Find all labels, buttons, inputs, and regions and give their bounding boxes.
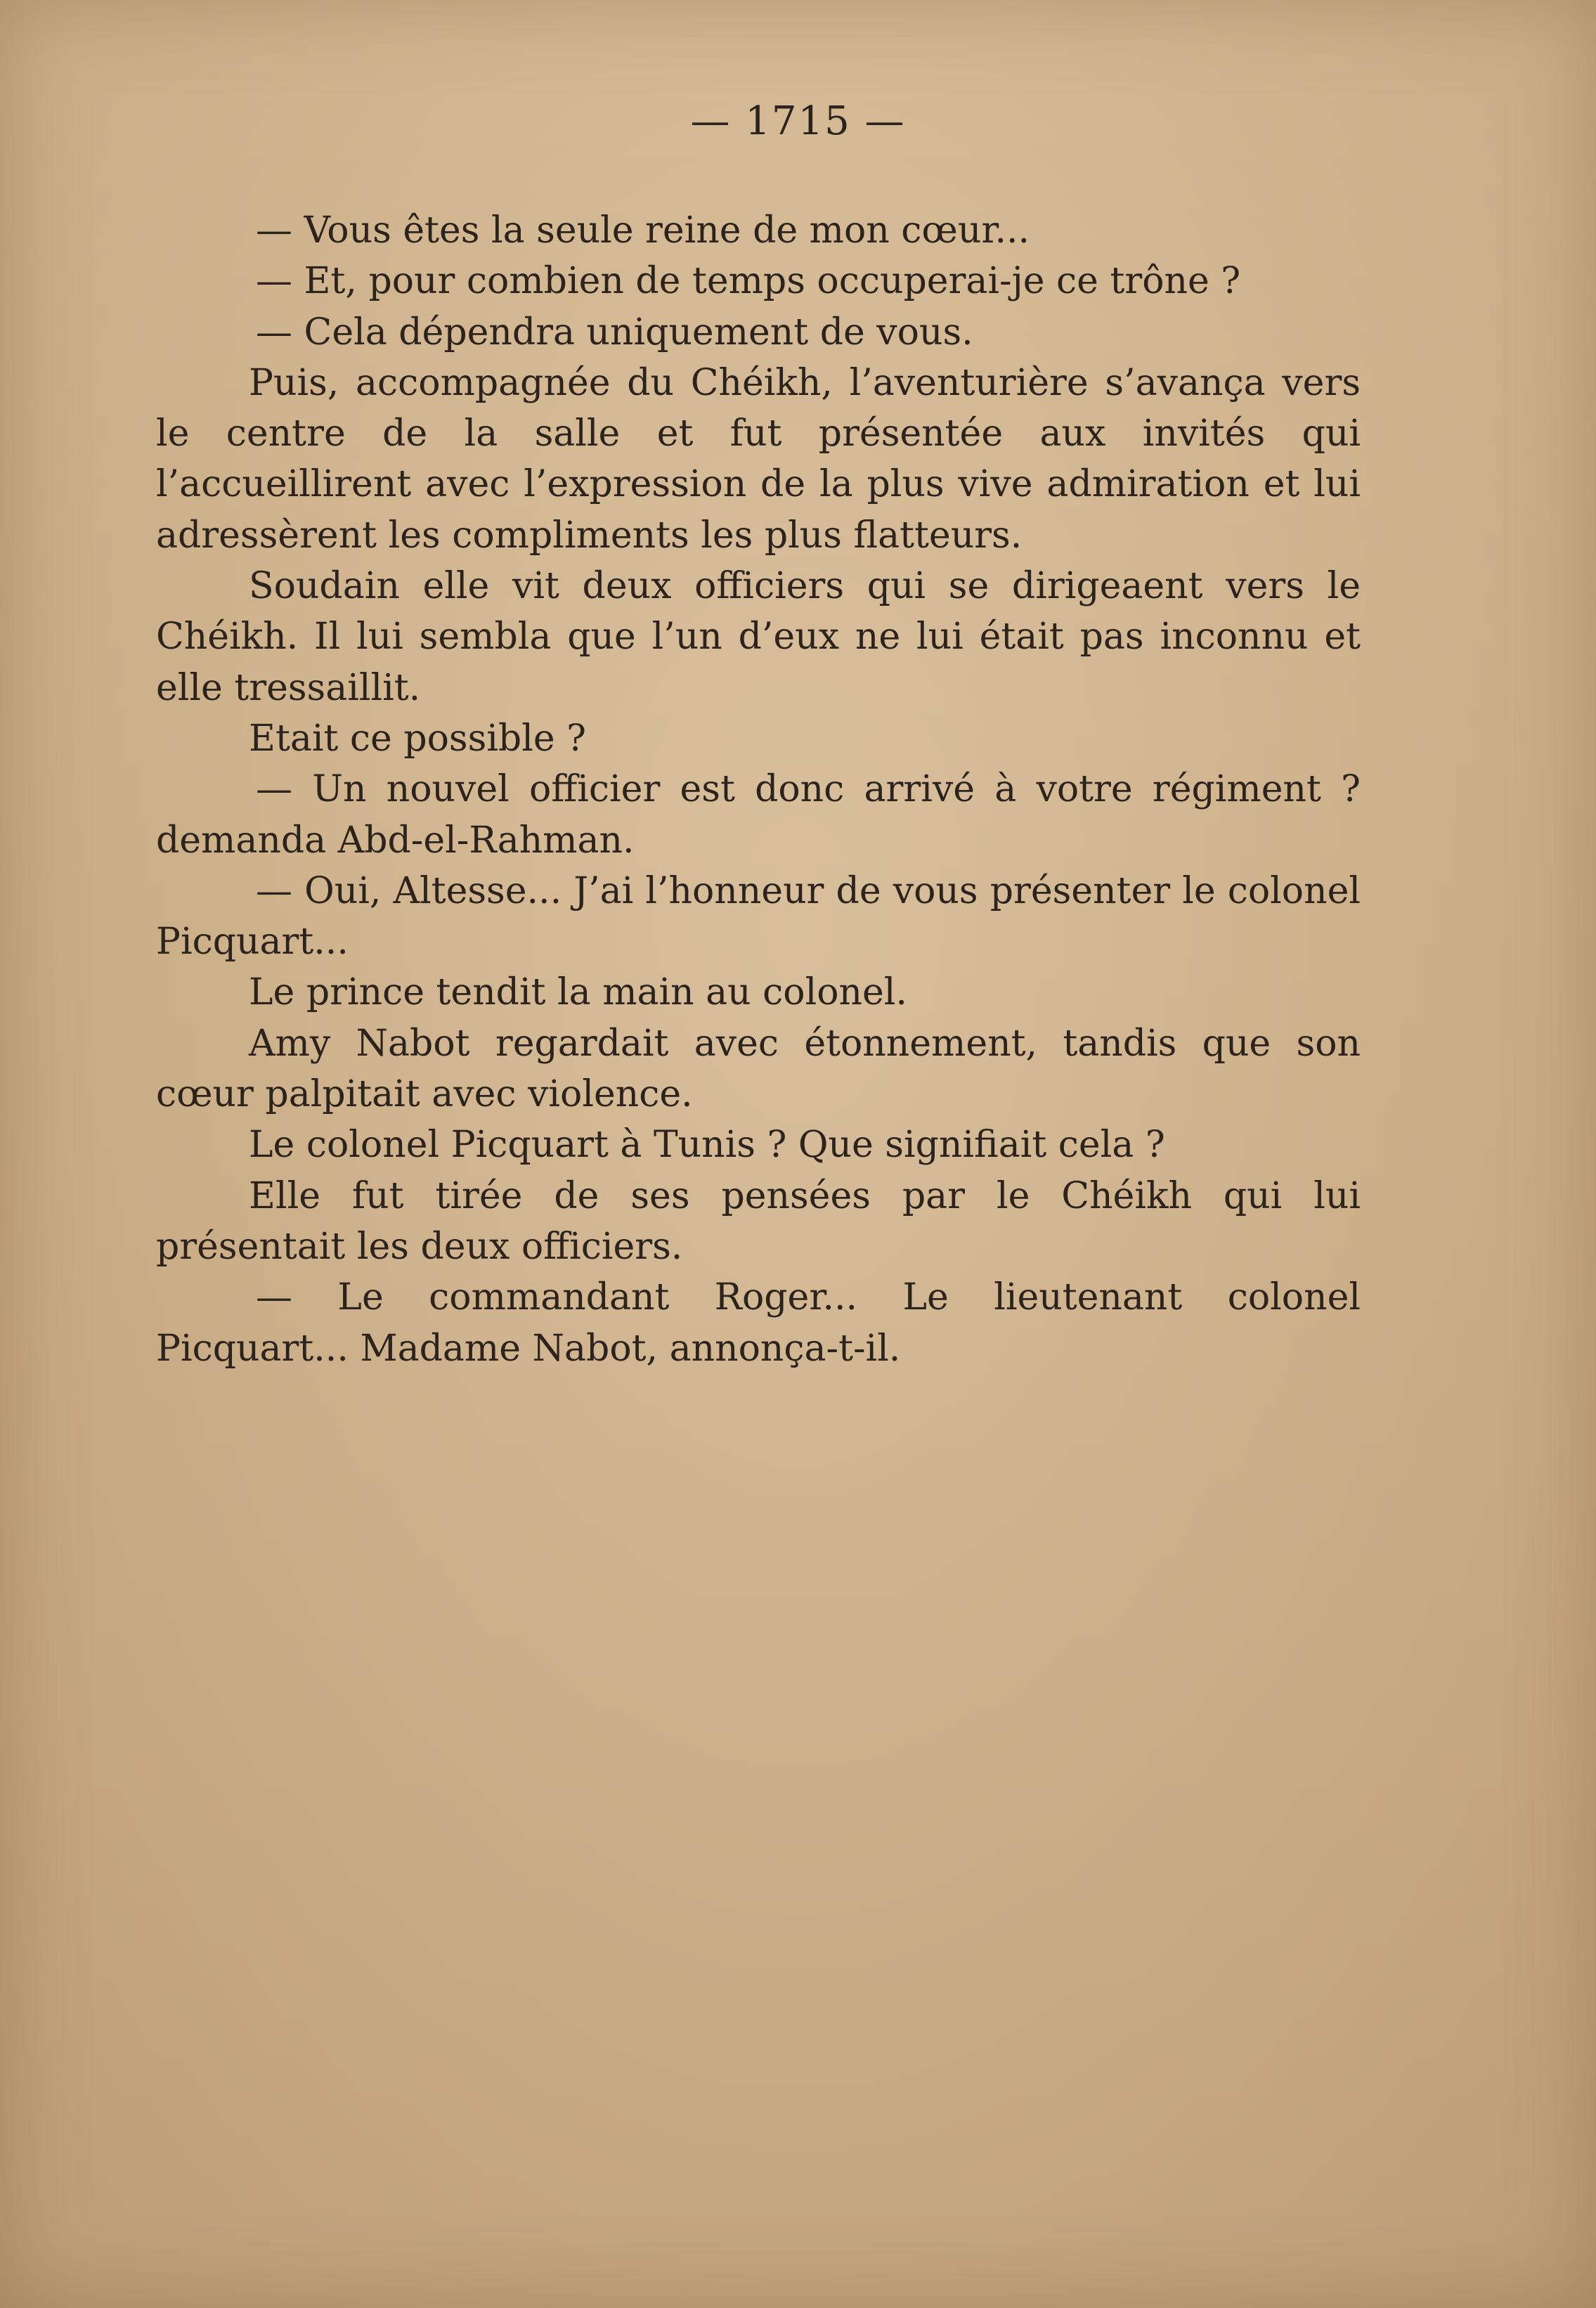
paragraph-1: — Vous êtes la seule reine de mon cœur... <box>256 209 1030 252</box>
paragraph-5: Soudain elle vit deux officiers qui se dirigeaent vers le Chéikh. Il lui sembla que l’un d’eux ne lui était pas inconnu et elle tressaillit. <box>156 565 1361 709</box>
paragraph-2: — Et, pour combien de temps occuperai-je ce trône ? <box>256 260 1241 303</box>
paragraph-7: — Un nouvel officier est donc arrivé à votre régiment ? demanda Abd-el-Rahman. <box>156 768 1361 862</box>
page-number: — 1715 — <box>690 98 906 144</box>
paragraph-11: Le colonel Picquart à Tunis ? Que signifiait cela ? <box>249 1124 1165 1167</box>
paragraph-10: Amy Nabot regardait avec étonnement, tandis que son cœur palpitait avec violence. <box>156 1022 1361 1116</box>
paragraph-3: — Cela dépendra uniquement de vous. <box>256 311 973 354</box>
body-text <box>156 205 1361 1374</box>
paragraph-4: Puis, accompagnée du Chéikh, l’aventurière s’avança vers le centre de la salle et fut présentée aux invités qui l’accueillirent avec l’expression de la plus vive admiration et lui adressèrent les compliments les plus flatteurs. <box>156 361 1361 557</box>
paragraph-13: — Le commandant Roger... Le lieutenant colonel Picquart... Madame Nabot, annonça-t-il. <box>156 1276 1361 1370</box>
paragraph-6: Etait ce possible ? <box>249 717 587 760</box>
paragraph-9: Le prince tendit la main au colonel. <box>249 971 907 1014</box>
paragraph-12: Elle fut tirée de ses pensées par le Chéikh qui lui présentait les deux officiers. <box>156 1174 1361 1268</box>
paragraph-8: — Oui, Altesse... J’ai l’honneur de vous présenter le colonel Picquart... <box>156 869 1361 964</box>
